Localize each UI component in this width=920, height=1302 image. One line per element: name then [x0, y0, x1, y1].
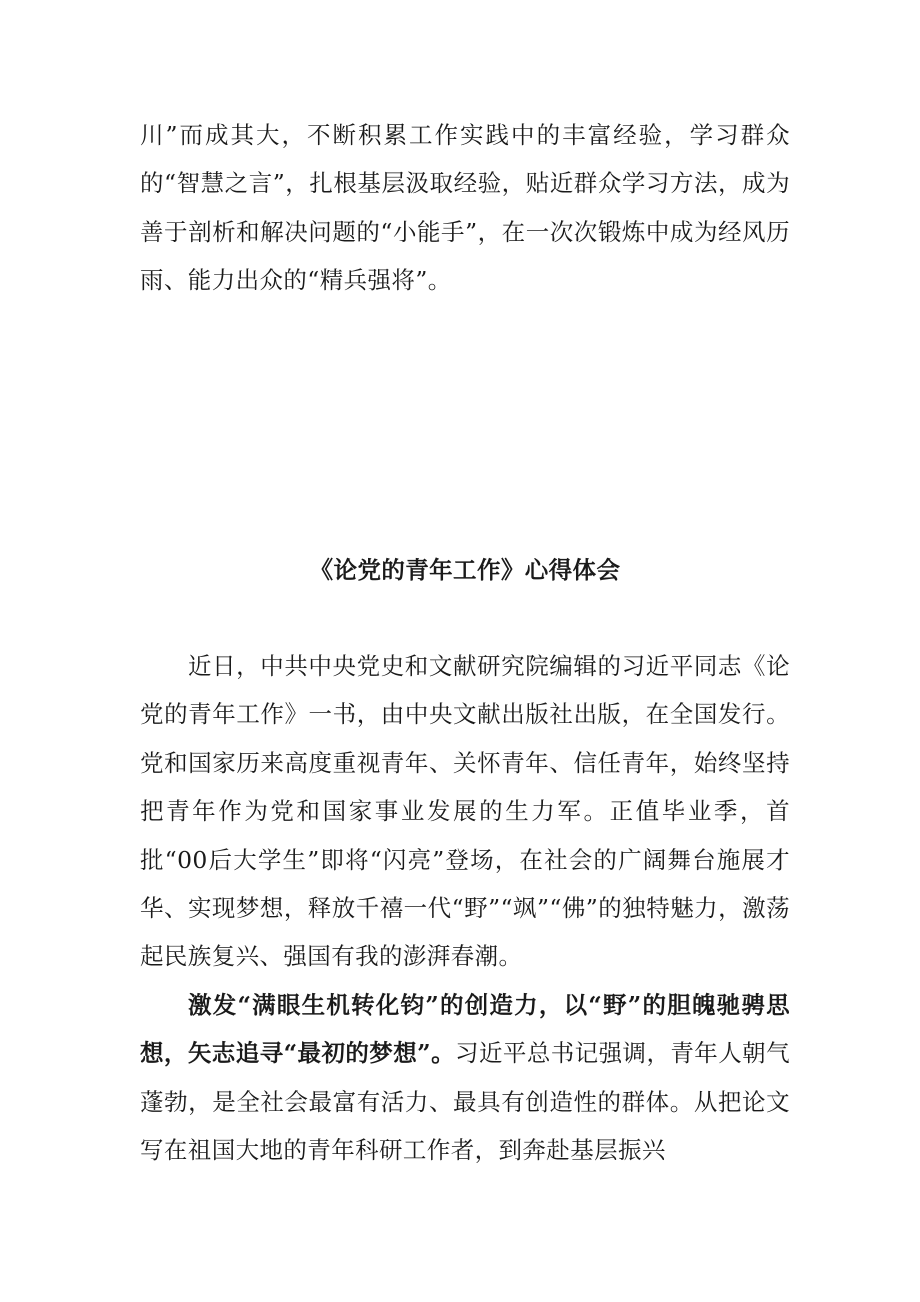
body-block — [140, 642, 790, 1174]
section-body: 习近平总书记强调，青年人朝气蓬勃，是全社会最富有活力、最具有创造性的群体。从把论文写在祖国大地的青年科研工作者，到奔赴基层振兴 — [140, 1039, 790, 1165]
paragraph-section-1 — [140, 981, 790, 1175]
paragraph-intro: 近日，中共中央党史和文献研究院编辑的习近平同志《论党的青年工作》一书，由中央文献出版社出版，在全国发行。党和国家历来高度重视青年、关怀青年、信任青年，始终坚持把青年作为党和国家事业发展的生力军。正值毕业季，首批“00后大学生”即将“闪亮”登场，在社会的广阔舞台施展才华、实现梦想，释放千禧一代“野”“飒”“佛”的独特魅力，激荡起民族复兴、强国有我的澎湃春潮。 — [140, 652, 790, 971]
document-title: 《论党的青年工作》心得体会 — [309, 556, 621, 584]
continuation-paragraph: 川”而成其大，不断积累工作实践中的丰富经验，学习群众的“智慧之言”，扎根基层汲取经验，贴近群众学习方法，成为善于剖析和解决问题的“小能手”，在一次次锻炼中成为经风历雨、能力出众的“精兵强将”。 — [140, 121, 790, 295]
continuation-block — [140, 111, 790, 305]
section-heading: 激发“满眼生机转化钧”的创造力，以“野”的胆魄驰骋思想，矢志追寻“最初的梦想”。 — [140, 990, 790, 1068]
